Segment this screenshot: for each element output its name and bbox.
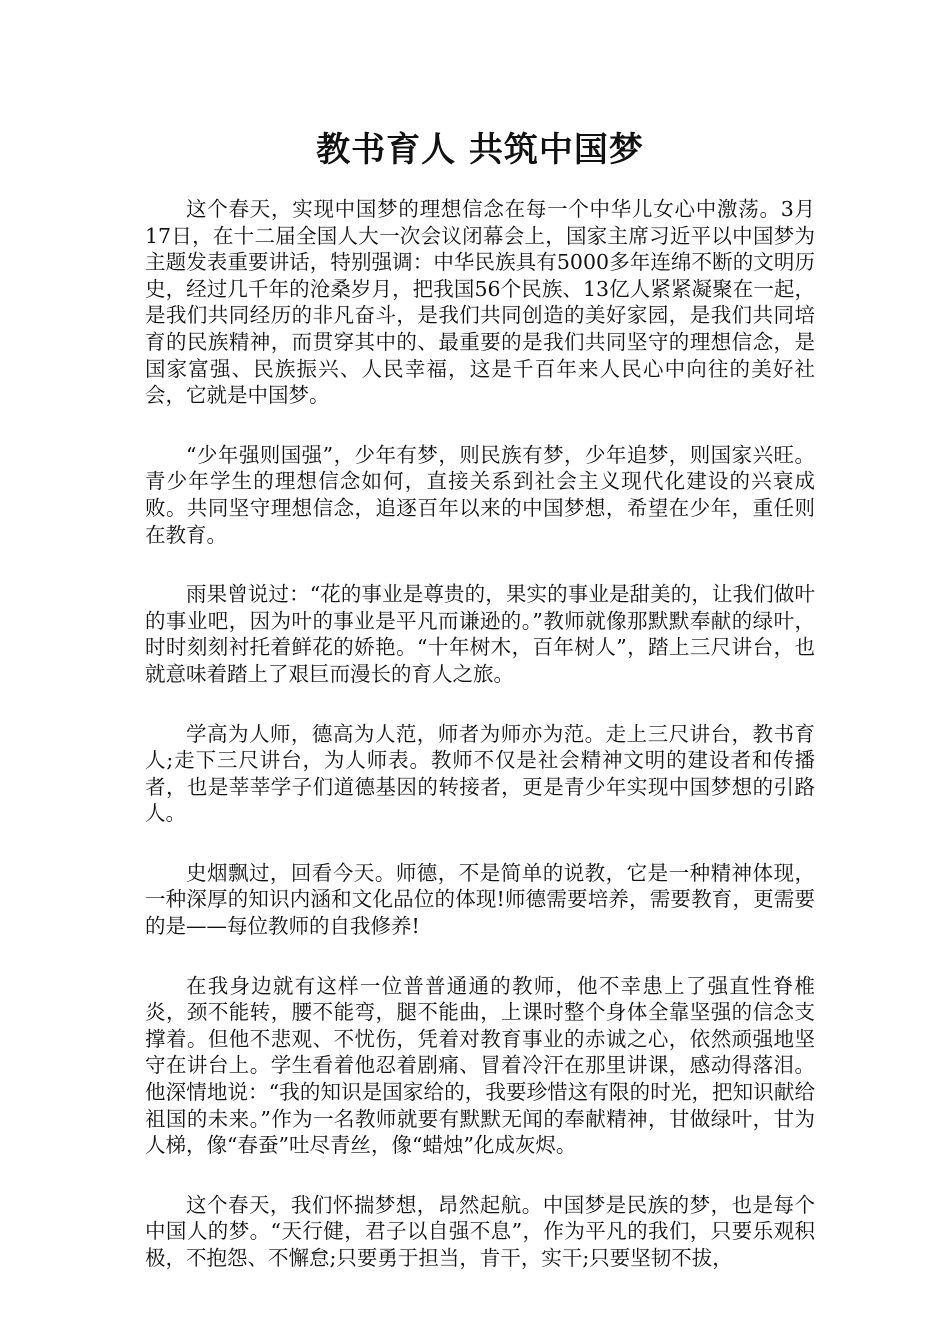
document-title: 教书育人 共筑中国梦	[316, 130, 644, 170]
paragraph-2: “少年强则国强”，少年有梦，则民族有梦，少年追梦，则国家兴旺。青少年学生的理想信念如何，直接关系到社会主义现代化建设的兴衰成败。共同坚守理想信念，追逐百年以来的中国梦想，希望在少年，重任则在教育。	[145, 442, 815, 547]
paragraph-3: 雨果曾说过：“花的事业是尊贵的，果实的事业是甜美的，让我们做叶的事业吧，因为叶的事业是平凡而谦逊的。”教师就像那默默奉献的绿叶，时时刻刻衬托着鲜花的娇艳。“十年树木，百年树人”，踏上三尺讲台，也就意味着踏上了艰巨而漫长的育人之旅。	[145, 582, 815, 686]
paragraph-1: 这个春天，实现中国梦的理想信念在每一个中华儿女心中激荡。3月17日，在十二届全国人大一次会议闭幕会上，国家主席习近平以中国梦为主题发表重要讲话，特别强调：中华民族具有5000多年连绵不断的文明历史，经过几千年的沧桑岁月，把我国56个民族、13亿人紧紧凝聚在一起，是我们共同经历的非凡奋斗，是我们共同创造的美好家园，是我们共同培育的民族精神，而贯穿其中的、最重要的是我们共同坚守的理想信念，是国家富强、民族振兴、人民幸福，这是千百年来人民心中向往的美好社会，它就是中国梦。	[145, 197, 815, 408]
paragraph-5: 史烟飘过，回看今天。师德，不是简单的说教，它是一种精神体现，一种深厚的知识内涵和文化品位的体现!师德需要培养，需要教育，更需要的是——每位教师的自我修养!	[145, 860, 815, 939]
paragraph-7: 这个春天，我们怀揣梦想，昂然起航。中国梦是民族的梦，也是每个中国人的梦。“天行健，君子以自强不息”，作为平凡的我们，只要乐观积极，不抱怨、不懈怠;只要勇于担当，肯干，实干;只要坚韧不拔，	[145, 1192, 815, 1270]
paragraph-6: 在我身边就有这样一位普普通通的教师，他不幸患上了强直性脊椎炎，颈不能转，腰不能弯，腿不能曲，上课时整个身体全靠坚强的信念支撑着。但他不悲观、不忧伤，凭着对教育事业的赤诚之心，依然顽强地坚守在讲台上。学生看着他忍着剧痛、冒着冷汗在那里讲课，感动得落泪。他深情地说：“我的知识是国家给的，我要珍惜这有限的时光，把知识献给祖国的未来。”作为一名教师就要有默默无闻的奉献精神，甘做绿叶，甘为人梯，像“春蚕”吐尽青丝，像“蜡烛”化成灰烬。	[145, 973, 815, 1158]
paragraph-4: 学高为人师，德高为人范，师者为师亦为范。走上三尺讲台，教书育人;走下三尺讲台，为人师表。教师不仅是社会精神文明的建设者和传播者，也是莘莘学子们道德基因的转接者，更是青少年实现中国梦想的引路人。	[145, 721, 815, 826]
document-body	[145, 196, 815, 1305]
